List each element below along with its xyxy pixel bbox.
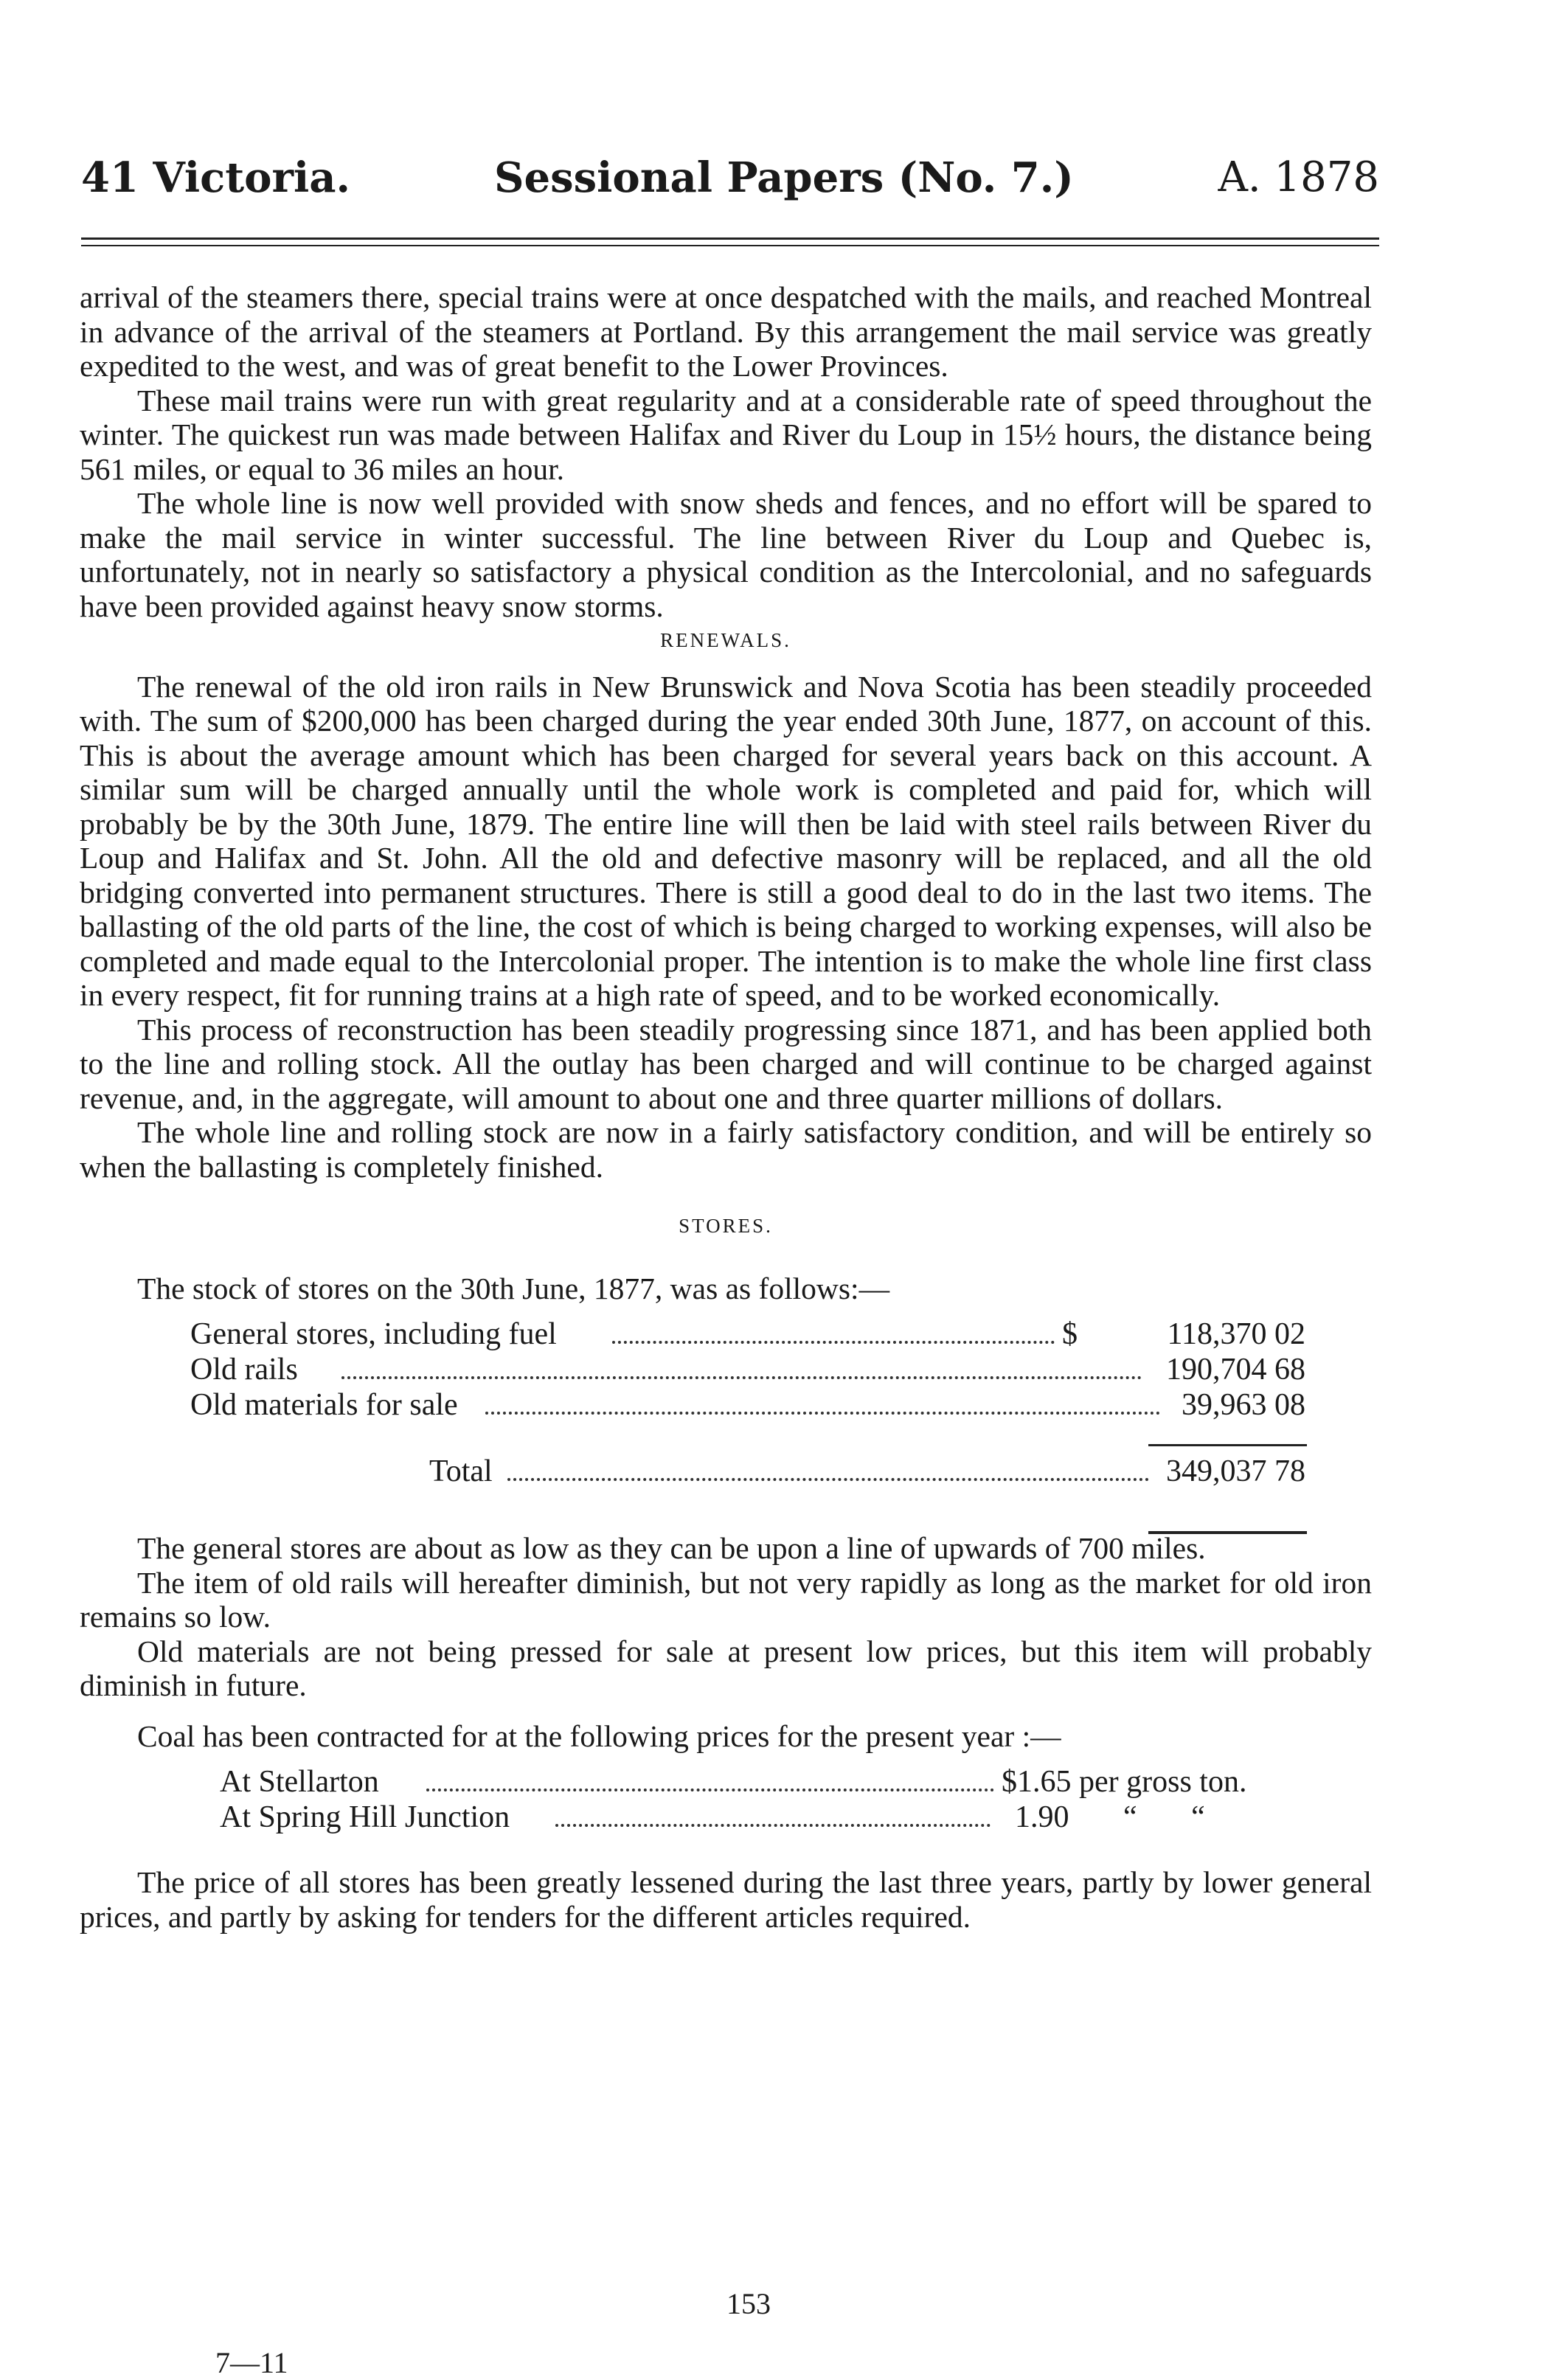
header-rule — [81, 237, 1379, 240]
coal-row — [80, 1800, 1372, 1836]
paragraph-renewal-rails: The renewal of the old iron rails in New Brunswick and Nova Scotia has been steadily proceeded with. The sum of $200,000 has been charged during the year ended 30th June, 1877, on account of this. This is about the average amount which has been charged for several years back on this account. A similar sum will be charged annually until the whole work is completed and paid for, which will probably be by the 30th June, 1879. The entire line will then be laid with steel rails between River du Loup and Halifax and St. John. All the old and defective masonry will be replaced, and all the old bridging converted into permanent structures. There is still a good deal to do in the last two items. The ballasting of the old parts of the line, the cost of which is being charged to working expenses, will also be completed and made equal to the Intercolonial proper. The intention is to make the whole line first class in every respect, fit for running trains at a high rate of speed, and to be worked economically. — [80, 669, 1372, 1012]
stores-row-label: Old materials for sale — [190, 1388, 458, 1422]
paragraph-old-materials: Old materials are not being pressed for sale at present low prices, but this item will probably diminish in future. — [80, 1634, 1372, 1702]
paragraph-old-rails: The item of old rails will hereafter diminish, but not very rapidly as long as the market for old iron remains so low. — [80, 1565, 1372, 1634]
running-header — [81, 131, 1379, 205]
stores-total-label: Total — [429, 1454, 493, 1488]
stores-row — [80, 1317, 1372, 1353]
leader-dots — [341, 1376, 1142, 1379]
paragraph-stock-intro: The stock of stores on the 30th June, 1877, was as follows:— — [137, 1271, 890, 1305]
coal-row — [80, 1765, 1372, 1800]
coal-price-table — [80, 1765, 1372, 1836]
header-title: Sessional Papers (No. 7.) — [494, 153, 1074, 202]
leader-dots — [555, 1824, 991, 1827]
stores-row-amount: 118,370 02 — [1167, 1317, 1305, 1351]
stores-row — [80, 1353, 1372, 1388]
header-rule-thin — [81, 245, 1379, 246]
paragraph-coal-intro: Coal has been contracted for at the following prices for the present year :— — [137, 1718, 1061, 1753]
header-year: A. 1878 — [1218, 153, 1379, 201]
leader-dots — [485, 1412, 1160, 1415]
stores-row-label: Old rails — [190, 1353, 298, 1387]
paragraph-line-condition: The whole line and rolling stock are now in a fairly satisfactory condition, and will be entirely so when the ballasting is completely finished. — [80, 1115, 1372, 1184]
leader-dots — [507, 1478, 1149, 1481]
paragraph-reconstruction: This process of reconstruction has been steadily progressing since 1871, and has been applied both to the line and rolling stock. All the outlay has been charged and will continue to be charged against revenue, and, in the aggregate, will amount to about one and three quarter millions of dollars. — [80, 1012, 1372, 1115]
body-text — [80, 280, 1372, 1934]
coal-row-location: At Spring Hill Junction — [220, 1800, 510, 1834]
paragraph-snow-sheds: The whole line is now well provided with snow sheds and fences, and no effort will be spared to make the mail service in winter successful. The line between River du Loup and Quebec is, unfortunately, not in nearly so satisfactory a physical condition as the Intercolonial, and no safeguards have been provided against heavy snow storms. — [80, 486, 1372, 623]
leader-dots — [426, 1789, 994, 1791]
section-heading-stores: STORES. — [679, 1215, 773, 1237]
header-volume: 41 Victoria. — [81, 153, 351, 202]
stores-total-amount: 349,037 78 — [1166, 1454, 1305, 1488]
page-number: 153 — [726, 2287, 771, 2320]
stores-row-amount: 190,704 68 — [1166, 1353, 1305, 1387]
paragraph-mail-trains: These mail trains were run with great regularity and at a considerable rate of speed throughout the winter. The quickest run was made between Halifax and River du Loup in 15½ hours, the distance being 561 miles, or equal to 36 miles an hour. — [80, 383, 1372, 486]
coal-row-price: $1.65 per gross ton. — [1002, 1765, 1247, 1799]
currency-sign: $ — [1062, 1317, 1078, 1351]
paragraph-price-lessened: The price of all stores has been greatly lessened during the last three years, partly by lower general prices, and partly by asking for tenders for the different articles required. — [80, 1865, 1372, 1934]
signature-mark: 7—11 — [215, 2346, 288, 2379]
leader-dots — [612, 1341, 1055, 1344]
paragraph-general-stores: The general stores are about as low as they can be upon a line of upwards of 700 miles. — [137, 1531, 1206, 1565]
coal-row-price: 1.90 “ “ — [1015, 1800, 1205, 1834]
subtotal-rule — [1148, 1444, 1307, 1446]
stores-row-label: General stores, including fuel — [190, 1317, 557, 1351]
section-heading-renewals: RENEWALS. — [660, 629, 791, 651]
stores-table — [80, 1317, 1372, 1499]
paragraph-mail-arrival: arrival of the steamers there, special trains were at once despatched with the mails, and reached Montreal in advance of the arrival of the steamers at Portland. By this arrangement the mail service was greatly expedited to the west, and was of great benefit to the Lower Provinces. — [80, 280, 1372, 383]
stores-row-amount: 39,963 08 — [1182, 1388, 1305, 1422]
total-rule — [1148, 1531, 1307, 1534]
coal-row-location: At Stellarton — [220, 1765, 379, 1799]
stores-row — [80, 1388, 1372, 1423]
stores-total-row — [80, 1454, 1372, 1499]
